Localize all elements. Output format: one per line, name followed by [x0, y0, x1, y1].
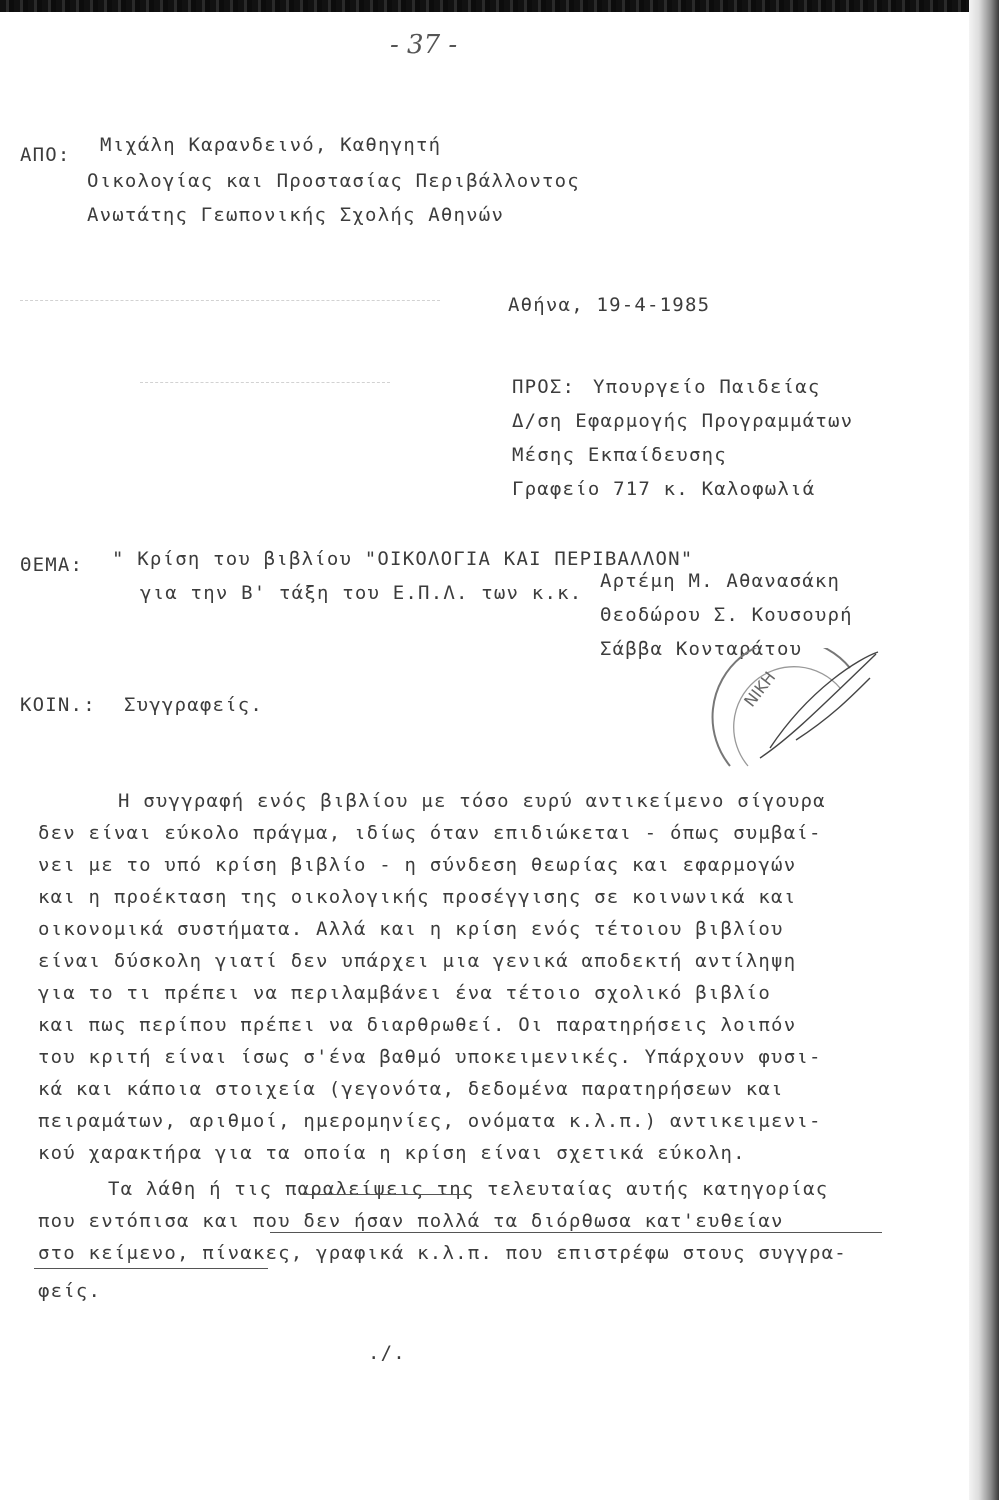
- scan-artifact: [20, 300, 440, 301]
- to-line: Γραφείο 717 κ. Καλοφωλιά: [512, 478, 816, 500]
- signature-icon: [760, 652, 878, 758]
- to-line: Υπουργείο Παιδείας: [593, 376, 821, 398]
- cc-label: ΚΟΙΝ.:: [20, 694, 96, 716]
- body-line: για το τι πρέπει να περιλαμβάνει ένα τέτοιο σχολικό βιβλίο: [38, 982, 772, 1004]
- body-line: στο κείμενο, πίνακες, γραφικά κ.λ.π. που επιστρέφω στους συγγρα-: [38, 1242, 847, 1264]
- body-line: νει με το υπό κρίση βιβλίο - η σύνδεση θεωρίας και εφαρμογών: [38, 854, 797, 876]
- body-line: και η προέκταση της οικολογικής προσέγγισης σε κοινωνικά και: [38, 886, 797, 908]
- from-line: Μιχάλη Καρανδεινό, Καθηγητή: [100, 134, 442, 156]
- subject-author: Θεοδώρου Σ. Κουσουρή: [600, 604, 853, 626]
- letter-date: Αθήνα, 19-4-1985: [508, 294, 711, 316]
- body-line: Η συγγραφή ενός βιβλίου με τόσο ευρύ αντικείμενο σίγουρα: [118, 790, 826, 812]
- body-line: Τα λάθη ή τις παραλείψεις της τελευταίας αυτής κατηγορίας: [108, 1178, 829, 1200]
- from-label: ΑΠΟ:: [20, 144, 71, 166]
- handwritten-underline: [300, 1194, 470, 1195]
- body-line: πειραμάτων, αριθμοί, ημερομηνίες, ονόματα κ.λ.π.) αντικειμενι-: [38, 1110, 822, 1132]
- to-line: Μέσης Εκπαίδευσης: [512, 444, 727, 466]
- from-line: Οικολογίας και Προστασίας Περιβάλλοντος: [87, 170, 580, 192]
- stamp-text: ΝΙΚΗ: [740, 667, 780, 711]
- body-line: του κριτή είναι ίσως σ'ένα βαθμό υποκειμενικές. Υπάρχουν φυσι-: [38, 1046, 822, 1068]
- subject-author: Σάββα Κονταράτου: [600, 638, 803, 660]
- subject-line: για την Β' τάξη του Ε.Π.Λ. των κ.κ.: [140, 582, 583, 604]
- continuation-mark: ./.: [368, 1342, 406, 1364]
- body-line: δεν είναι εύκολο πράγμα, ιδίως όταν επιδιώκεται - όπως συμβαί-: [38, 822, 822, 844]
- handwritten-underline: [270, 1232, 882, 1233]
- body-line: κά και κάποια στοιχεία (γεγονότα, δεδομένα παρατηρήσεων και: [38, 1078, 784, 1100]
- body-line: που εντόπισα και που δεν ήσαν πολλά τα διόρθωσα κατ'ευθείαν: [38, 1210, 784, 1232]
- from-line: Ανωτάτης Γεωπονικής Σχολής Αθηνών: [87, 204, 505, 226]
- body-line: φείς.: [38, 1280, 102, 1302]
- subject-label: ΘΕΜΑ:: [20, 554, 84, 576]
- cc-value: Συγγραφείς.: [124, 694, 264, 716]
- body-line: κού χαρακτήρα για τα οποία η κρίση είναι σχετικά εύκολη.: [38, 1142, 746, 1164]
- handwritten-underline: [34, 1268, 268, 1269]
- scan-artifact: [140, 382, 390, 383]
- scan-border-top: [0, 0, 999, 12]
- to-label: ΠΡΟΣ:: [512, 376, 576, 398]
- body-line: και πως περίπου πρέπει να διαρθρωθεί. Οι παρατηρήσεις λοιπόν: [38, 1014, 797, 1036]
- subject-line: " Κρίση του βιβλίου "ΟΙΚΟΛΟΓΙΑ ΚΑΙ ΠΕΡΙΒΑΛΛΟΝ": [112, 548, 694, 570]
- subject-author: Αρτέμη Μ. Αθανασάκη: [600, 570, 841, 592]
- official-stamp: [700, 648, 880, 768]
- page-number: - 37 -: [390, 30, 458, 60]
- to-line: Δ/ση Εφαρμογής Προγραμμάτων: [512, 410, 854, 432]
- body-line: οικονομικά συστήματα. Αλλά και η κρίση ενός τέτοιου βιβλίου: [38, 918, 784, 940]
- body-line: είναι δύσκολη γιατί δεν υπάρχει μια γενικά αποδεκτή αντίληψη: [38, 950, 797, 972]
- scan-border-right: [969, 0, 999, 1500]
